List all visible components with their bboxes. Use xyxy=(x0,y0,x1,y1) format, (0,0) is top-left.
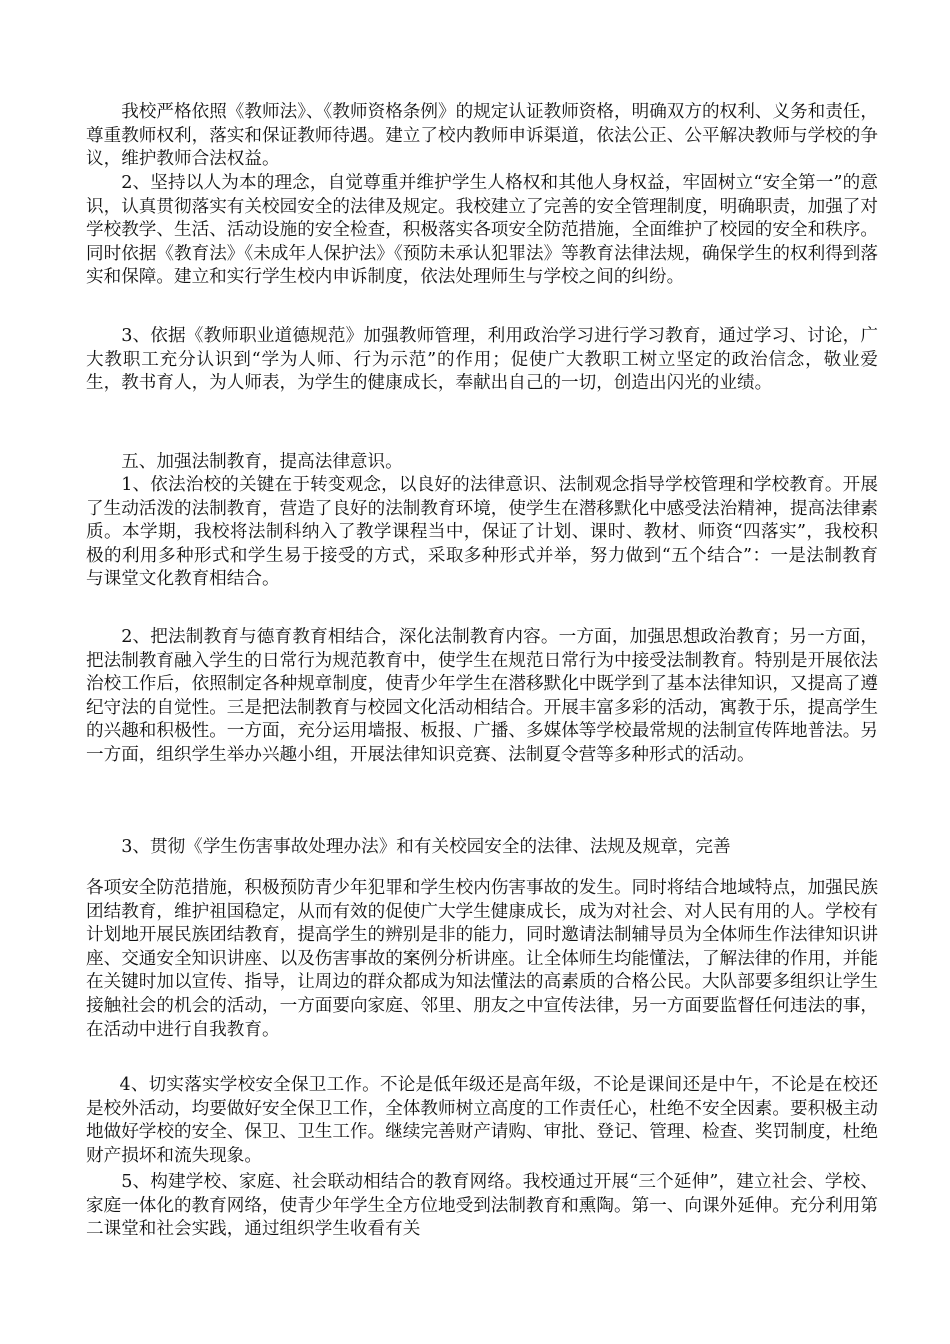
paragraph-safety-measures: 各项安全防范措施，积极预防青少年犯罪和学生校内伤害事故的发生。同时将结合地域特点，加强民族团结教育，维护祖国稳定，从而有效的促使广大学生健康成长，成为对社会、对人民有用的人。学校有计划地开展民族团结教育，提高学生的辨别是非的能力，同时邀请法制辅导员为全体师生作法律知识讲座、交通安全知识讲座、以及伤害事故的案例分析讲座。让全体师生均能懂法，了解法律的作用，并能在关键时加以宣传、指导，让周边的群众都成为知法懂法的高素质的合格公民。大队部要多组织让学生接触社会的机会的活动，一方面要向家庭、邻里、朋友之中宣传法律，另一方面要监督任何违法的事，在活动中进行自我教育。 xyxy=(86,878,878,1040)
paragraph-teacher-ethics: 3、依据《教师职业道德规范》加强教师管理，利用政治学习进行学习教育，通过学习、讨论，广大教职工充分认识到“学为人师、行为示范”的作用；促使广大教职工树立坚定的政治信念，敬业爱生，教书育人，为人师表，为学生的健康成长，奉献出自己的一切，创造出闪光的业绩。 xyxy=(86,326,878,394)
paragraph-school-security: 4、切实落实学校安全保卫工作。不论是低年级还是高年级，不论是课间还是中午，不论是在校还是校外活动，均要做好安全保卫工作，全体教师树立高度的工作责任心，杜绝不安全因素。要积极主动地做好学校的安全、保卫、卫生工作。继续完善财产请购、审批、登记、管理、检查、奖罚制度，杜绝财产损坏和流失现象。 xyxy=(86,1075,878,1166)
paragraph-education-network: 5、构建学校、家庭、社会联动相结合的教育网络。我校通过开展“三个延伸”，建立社会、学校、家庭一体化的教育网络，使青少年学生全方位地受到法制教育和熏陶。第一、向课外延伸。充分利用第二课堂和社会实践，通过组织学生收看有关 xyxy=(86,1172,878,1240)
paragraph-injury-regulation-start: 3、贯彻《学生伤害事故处理办法》和有关校园安全的法律、法规及规章，完善 xyxy=(121,837,731,857)
section-heading: 五、加强法制教育，提高法律意识。 xyxy=(121,452,403,472)
paragraph-teacher-qualification: 我校严格依照《教师法》、《教师资格条例》的规定认证教师资格，明确双方的权利、义务和责任，尊重教师权利，落实和保证教师待遇。建立了校内教师申诉渠道，依法公正、公平解决教师与学校的争议，维护教师合法权益。 xyxy=(86,102,878,170)
paragraph-student-rights: 2、坚持以人为本的理念，自觉尊重并维护学生人格权和其他人身权益，牢固树立“安全第一”的意识，认真贯彻落实有关校园安全的法律及规定。我校建立了完善的安全管理制度，明确职责，加强了对学校教学、生活、活动设施的安全检查，积极落实各项安全防范措施，全面维护了校园的安全和秩序。同时依据《教育法》《未成年人保护法》《预防未承认犯罪法》等教育法律法规，确保学生的权利得到落实和保障。建立和实行学生校内申诉制度，依法处理师生与学校之间的纠纷。 xyxy=(86,173,878,288)
paragraph-legal-moral-education: 2、把法制教育与德育教育相结合，深化法制教育内容。一方面，加强思想政治教育；另一方面，把法制教育融入学生的日常行为规范教育中，使学生在规范日常行为中接受法制教育。特别是开展依法治校工作后，依照制定各种规章制度，使青少年学生在潜移默化中既学到了基本法律知识，又提高了遵纪守法的自觉性。三是把法制教育与校园文化活动相结合。开展丰富多彩的活动，寓教于乐，提高学生的兴趣和积极性。一方面，充分运用墙报、板报、广播、多媒体等学校最常规的法制宣传阵地普法。另一方面，组织学生举办兴趣小组，开展法律知识竞赛、法制夏令营等多种形式的活动。 xyxy=(86,627,878,765)
paragraph-law-awareness: 1、依法治校的关键在于转变观念，以良好的法律意识、法制观念指导学校管理和学校教育。开展了生动活泼的法制教育，营造了良好的法制教育环境，使学生在潜移默化中感受法治精神，提高法律素质。本学期，我校将法制科纳入了教学课程当中，保证了计划、课时、教材、师资“四落实”，我校积极的利用多种形式和学生易于接受的方式，采取多种形式并举，努力做到“五个结合”：一是法制教育与课堂文化教育相结合。 xyxy=(86,475,878,590)
